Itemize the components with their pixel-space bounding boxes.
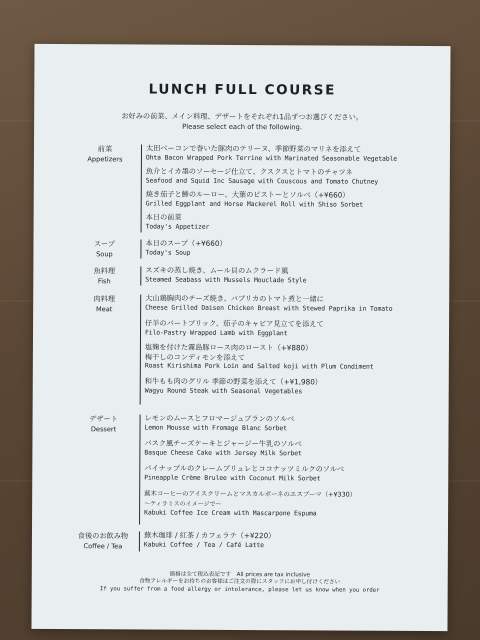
menu-item <box>145 293 441 314</box>
category-divider <box>140 294 142 404</box>
item-name-en: Today's Soup <box>145 248 191 257</box>
category-label-en: Fish <box>97 277 111 286</box>
menu-item <box>146 144 442 165</box>
item-name-en: Filo-Pastry Wrapped Lamb with Eggplant <box>145 328 288 337</box>
item-name-jp: バスク風チーズケーキとジャージー牛乳のソルベ <box>144 438 302 449</box>
menu-item <box>144 438 440 459</box>
item-name-jp: 本日のスープ（+¥660） <box>145 238 227 248</box>
category-label-en: Soup <box>96 250 113 259</box>
category-label-en: Appetizers <box>87 155 123 164</box>
menu-item <box>145 318 441 339</box>
menu-item <box>146 212 442 233</box>
item-name-jp: パイナップルのクレームブリュレとココナッツミルクのソルベ <box>144 463 345 474</box>
category-soup <box>71 239 137 259</box>
item-name-en: Wagyu Round Steak with Seasonal Vegetables <box>144 386 303 395</box>
menu-item <box>145 238 441 259</box>
category-dessert <box>70 414 136 434</box>
category-divider <box>139 414 141 524</box>
item-name-en: Seafood and Squid Inc Sausage with Couscous and Tomato Chutney <box>145 176 379 186</box>
menu-item <box>145 376 441 397</box>
category-label-jp: 肉料理 <box>93 294 116 304</box>
menu-item <box>145 342 441 372</box>
item-name-en: Today's Appetizer <box>145 222 210 231</box>
category-divider <box>140 266 141 285</box>
item-name-jp: 本日の前菜 <box>145 212 182 222</box>
category-label-en: Meat <box>95 305 113 314</box>
item-name-en: Kabuki Coffee / Tea / Café Latte <box>143 540 264 549</box>
category-label-en: Dessert <box>90 425 117 434</box>
intro-japanese: お好みの前菜、メイン料理、デザートをそれぞれ1品ずつお選びください。 <box>121 111 363 122</box>
item-name-jp: 塩麹を付けた霧島豚ロース肉のロースト（+¥880） <box>144 342 313 353</box>
item-name-en: Ohta Bacon Wrapped Pork Terrine with Marinated Seasonable Vegetable <box>145 153 398 163</box>
category-fish <box>71 266 137 286</box>
category-meat <box>71 294 137 314</box>
footer-note <box>32 571 448 595</box>
item-name-jp: スズキの蒸し焼き、ムール貝のムクラード風 <box>145 265 289 276</box>
menu-title: LUNCH FULL COURSE <box>148 81 336 99</box>
item-name-en: Cheese Grilled Daisen Chicken Breast with Stewed Paprika in Tomato <box>145 303 393 313</box>
category-divider <box>140 239 141 258</box>
category-divider <box>141 144 143 232</box>
category-label-jp: 食後のお飲み物 <box>77 531 129 541</box>
menu-item <box>144 530 440 551</box>
category-appetizers <box>72 144 138 164</box>
category-label-jp: スープ <box>94 239 115 249</box>
item-name-jp: 蕪木コーヒーのアイスクリームとマスカルポーネのエスプーマ（+¥330） <box>144 489 357 499</box>
item-name-jp: 大山鶏胸肉のチーズ焼き、パプリカのトマト煮と一緒に <box>145 293 324 304</box>
item-name-en: Roast Kirishima Pork Loin and Salted koji with Plum Condiment <box>144 361 374 371</box>
category-drinks <box>70 531 136 551</box>
item-name-jp: 魚介とイカ墨のソーセージ仕立て、クスクスとトマトのチャツネ <box>145 166 353 177</box>
category-label-jp: 前菜 <box>97 144 113 154</box>
item-name-jp: 仔羊のパートブリック、茄子のキャビア見立てを添えて <box>145 318 324 329</box>
item-name-en: Grilled Eggplant and Horse Mackerel Roll with Shiso Sorbet <box>145 199 364 209</box>
item-name-jp: 和牛もも肉のグリル 季節の野菜を添えて（+¥1,980） <box>144 376 323 387</box>
item-name-en: Lemon Mousse with Fromage Blanc Sorbet <box>144 423 287 432</box>
footer-tax-note: 価格は全て税込表記です All prices are tax inclusive <box>169 571 311 579</box>
item-name-en: Kabuki Coffee Ice Cream with Mascarpone Espuma <box>144 508 317 518</box>
menu-item <box>146 189 442 210</box>
item-name-en: Basque Cheese Cake with Jersey Milk Sorbet <box>144 448 302 457</box>
menu-item <box>144 489 440 519</box>
footer-allergy-en: If you suffer from a food allergy or intolerance, please let us know when you order <box>99 586 380 594</box>
intro-english: Please select each of the following. <box>182 122 303 132</box>
menu-sheet <box>31 44 450 631</box>
item-name-jp: 焼き茄子と鯵のルーロー、大葉のピストーとソルベ（+¥660） <box>145 189 350 200</box>
category-label-jp: デザート <box>89 414 118 424</box>
menu-item <box>145 413 441 434</box>
item-name-en: Pineapple Crème Brulee with Coconut Milk Sorbet <box>144 473 321 483</box>
category-divider <box>139 531 140 551</box>
item-subtitle-jp: 〜ティラミスのイメージで〜 <box>144 500 222 508</box>
menu-item <box>145 265 441 286</box>
menu-item <box>146 166 442 187</box>
item-subtitle-jp: 梅干しのコンディモンを添えて <box>144 352 245 362</box>
item-name-en: Steamed Seabass with Mussels Mouclade Style <box>145 275 307 284</box>
item-name-jp: レモンのムースとフロマージュブランのソルベ <box>144 413 295 424</box>
category-label-jp: 魚料理 <box>93 266 116 276</box>
category-label-en: Coffee / Tea <box>83 542 123 551</box>
footer-allergy-jp: 食物アレルギーをお持ちのお客様はご注文の際にスタッフにお申し付けください <box>139 578 341 586</box>
menu-item <box>144 463 440 484</box>
item-name-jp: 蕪木珈琲 / 紅茶 / カフェラテ（+¥220） <box>143 530 276 541</box>
item-name-jp: 太田ベーコンで巻いた豚肉のテリーヌ、季節野菜のマリネを添えて <box>145 143 362 154</box>
